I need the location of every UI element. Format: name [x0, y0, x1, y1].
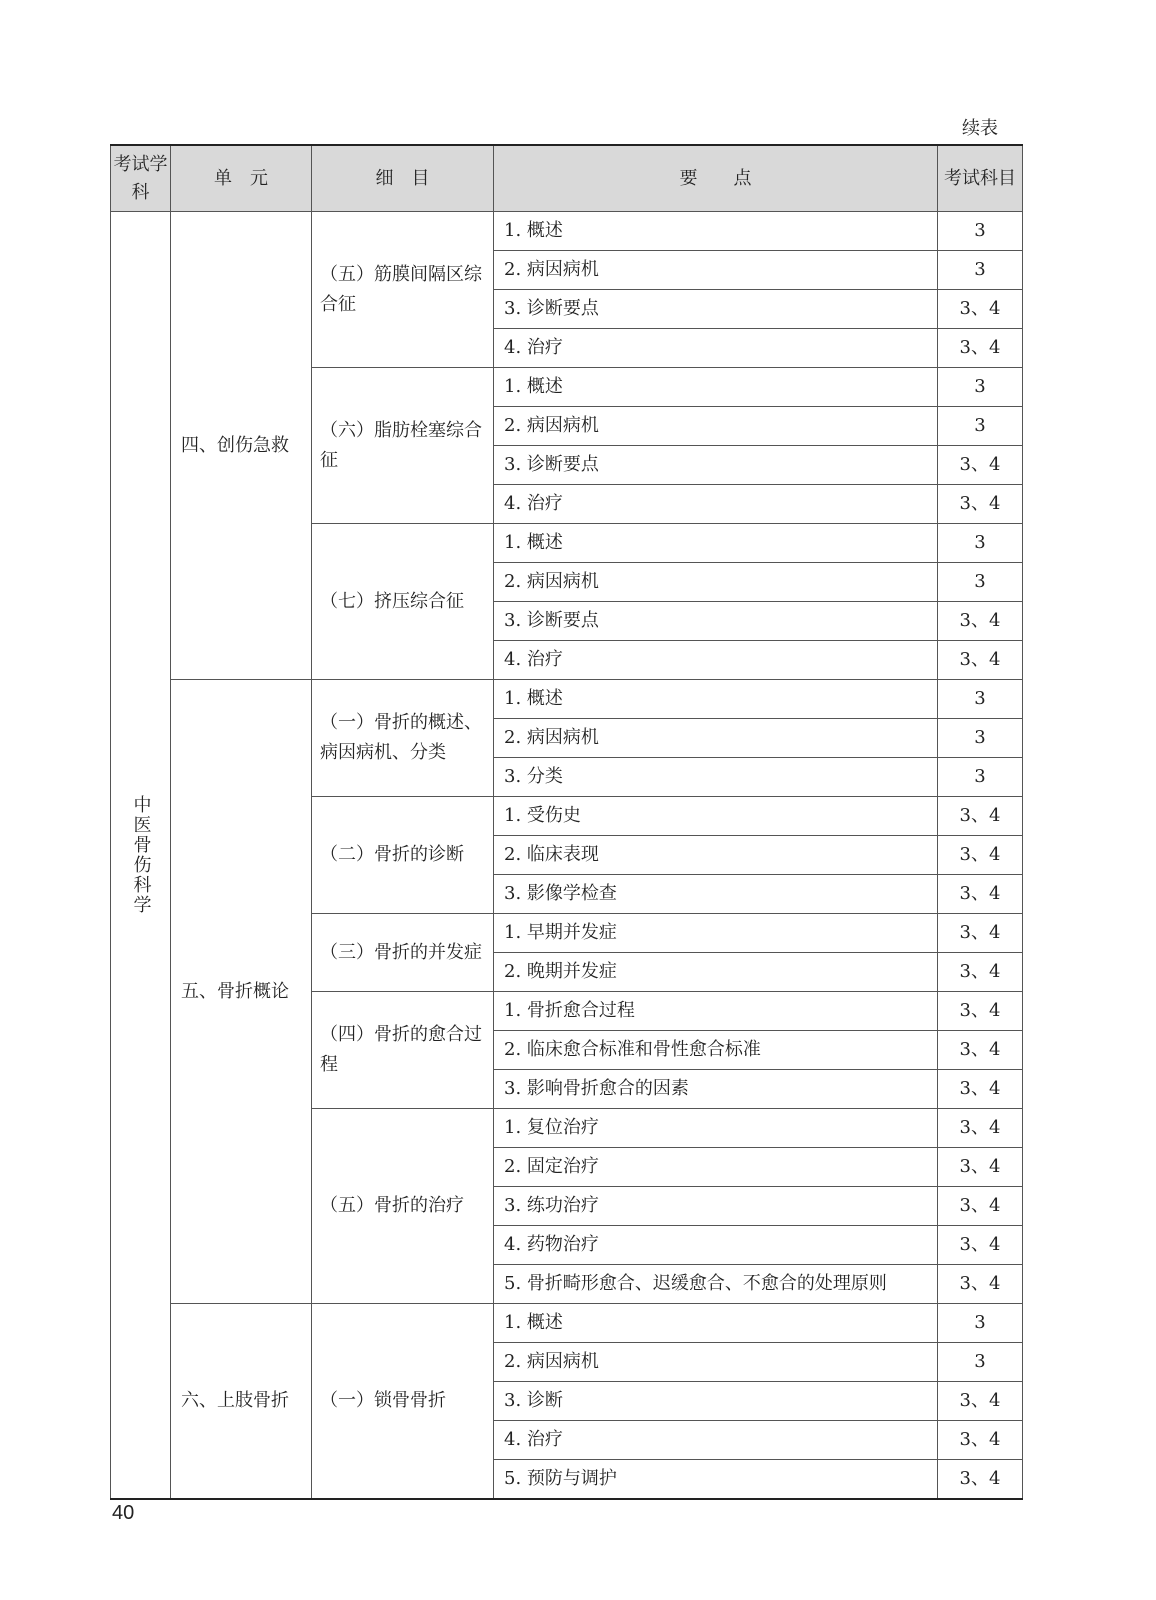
point-cell: 5. 骨折畸形愈合、迟缓愈合、不愈合的处理原则	[494, 1265, 938, 1304]
point-cell: 1. 概述	[494, 212, 938, 251]
item-cell: （二）骨折的诊断	[312, 797, 494, 914]
point-cell: 4. 治疗	[494, 641, 938, 680]
exam-cell: 3、4	[938, 329, 1023, 368]
unit-cell: 四、创伤急救	[171, 212, 312, 680]
point-cell: 2. 病因病机	[494, 407, 938, 446]
item-cell: （六）脂肪栓塞综合征	[312, 368, 494, 524]
exam-cell: 3、4	[938, 1265, 1023, 1304]
exam-cell: 3	[938, 758, 1023, 797]
syllabus-table	[110, 144, 1023, 1500]
header-subject: 考试学科	[111, 145, 171, 212]
exam-cell: 3、4	[938, 1148, 1023, 1187]
table-row	[111, 212, 1023, 251]
point-cell: 1. 概述	[494, 524, 938, 563]
point-cell: 1. 受伤史	[494, 797, 938, 836]
table-body	[111, 212, 1023, 1500]
exam-cell: 3	[938, 407, 1023, 446]
exam-cell: 3	[938, 251, 1023, 290]
item-cell: （一）骨折的概述、病因病机、分类	[312, 680, 494, 797]
point-cell: 1. 概述	[494, 368, 938, 407]
point-cell: 2. 病因病机	[494, 719, 938, 758]
header-item: 细 目	[312, 145, 494, 212]
point-cell: 1. 概述	[494, 1304, 938, 1343]
table-row	[111, 1304, 1023, 1343]
unit-cell: 六、上肢骨折	[171, 1304, 312, 1500]
exam-cell: 3、4	[938, 875, 1023, 914]
exam-cell: 3	[938, 524, 1023, 563]
item-cell: （四）骨折的愈合过程	[312, 992, 494, 1109]
exam-cell: 3、4	[938, 953, 1023, 992]
exam-cell: 3、4	[938, 1031, 1023, 1070]
header-exam: 考试科目	[938, 145, 1023, 212]
exam-cell: 3、4	[938, 290, 1023, 329]
exam-cell: 3、4	[938, 914, 1023, 953]
point-cell: 2. 临床愈合标准和骨性愈合标准	[494, 1031, 938, 1070]
exam-cell: 3	[938, 212, 1023, 251]
exam-cell: 3、4	[938, 992, 1023, 1031]
point-cell: 2. 临床表现	[494, 836, 938, 875]
exam-cell: 3、4	[938, 641, 1023, 680]
exam-cell: 3	[938, 563, 1023, 602]
subject-cell: 中医骨伤科学	[111, 212, 171, 1500]
exam-cell: 3、4	[938, 1421, 1023, 1460]
exam-cell: 3	[938, 1304, 1023, 1343]
point-cell: 3. 影像学检查	[494, 875, 938, 914]
point-cell: 4. 药物治疗	[494, 1226, 938, 1265]
point-cell: 4. 治疗	[494, 1421, 938, 1460]
exam-cell: 3	[938, 719, 1023, 758]
point-cell: 3. 练功治疗	[494, 1187, 938, 1226]
point-cell: 2. 晚期并发症	[494, 953, 938, 992]
point-cell: 1. 复位治疗	[494, 1109, 938, 1148]
point-cell: 3. 分类	[494, 758, 938, 797]
item-cell: （一）锁骨骨折	[312, 1304, 494, 1500]
point-cell: 3. 诊断	[494, 1382, 938, 1421]
point-cell: 5. 预防与调护	[494, 1460, 938, 1500]
exam-cell: 3、4	[938, 1187, 1023, 1226]
exam-cell: 3、4	[938, 1460, 1023, 1500]
point-cell: 2. 病因病机	[494, 563, 938, 602]
page-number: 40	[112, 1502, 135, 1524]
exam-cell: 3、4	[938, 485, 1023, 524]
point-cell: 1. 早期并发症	[494, 914, 938, 953]
exam-cell: 3	[938, 680, 1023, 719]
exam-cell: 3、4	[938, 602, 1023, 641]
exam-cell: 3	[938, 368, 1023, 407]
point-cell: 3. 诊断要点	[494, 290, 938, 329]
item-cell: （三）骨折的并发症	[312, 914, 494, 992]
point-cell: 3. 诊断要点	[494, 446, 938, 485]
exam-cell: 3	[938, 1343, 1023, 1382]
exam-cell: 3、4	[938, 1070, 1023, 1109]
table-row	[111, 680, 1023, 719]
unit-cell: 五、骨折概论	[171, 680, 312, 1304]
exam-cell: 3、4	[938, 1382, 1023, 1421]
exam-cell: 3、4	[938, 1226, 1023, 1265]
point-cell: 2. 病因病机	[494, 251, 938, 290]
header-unit: 单 元	[171, 145, 312, 212]
exam-cell: 3、4	[938, 446, 1023, 485]
table-header-row	[111, 145, 1023, 212]
exam-cell: 3、4	[938, 836, 1023, 875]
point-cell: 3. 诊断要点	[494, 602, 938, 641]
point-cell: 4. 治疗	[494, 485, 938, 524]
point-cell: 1. 概述	[494, 680, 938, 719]
item-cell: （五）筋膜间隔区综合征	[312, 212, 494, 368]
point-cell: 1. 骨折愈合过程	[494, 992, 938, 1031]
continued-table-label: 续表	[962, 118, 998, 139]
point-cell: 2. 病因病机	[494, 1343, 938, 1382]
point-cell: 2. 固定治疗	[494, 1148, 938, 1187]
exam-cell: 3、4	[938, 797, 1023, 836]
exam-cell: 3、4	[938, 1109, 1023, 1148]
point-cell: 4. 治疗	[494, 329, 938, 368]
header-point: 要 点	[494, 145, 938, 212]
item-cell: （七）挤压综合征	[312, 524, 494, 680]
point-cell: 3. 影响骨折愈合的因素	[494, 1070, 938, 1109]
item-cell: （五）骨折的治疗	[312, 1109, 494, 1304]
